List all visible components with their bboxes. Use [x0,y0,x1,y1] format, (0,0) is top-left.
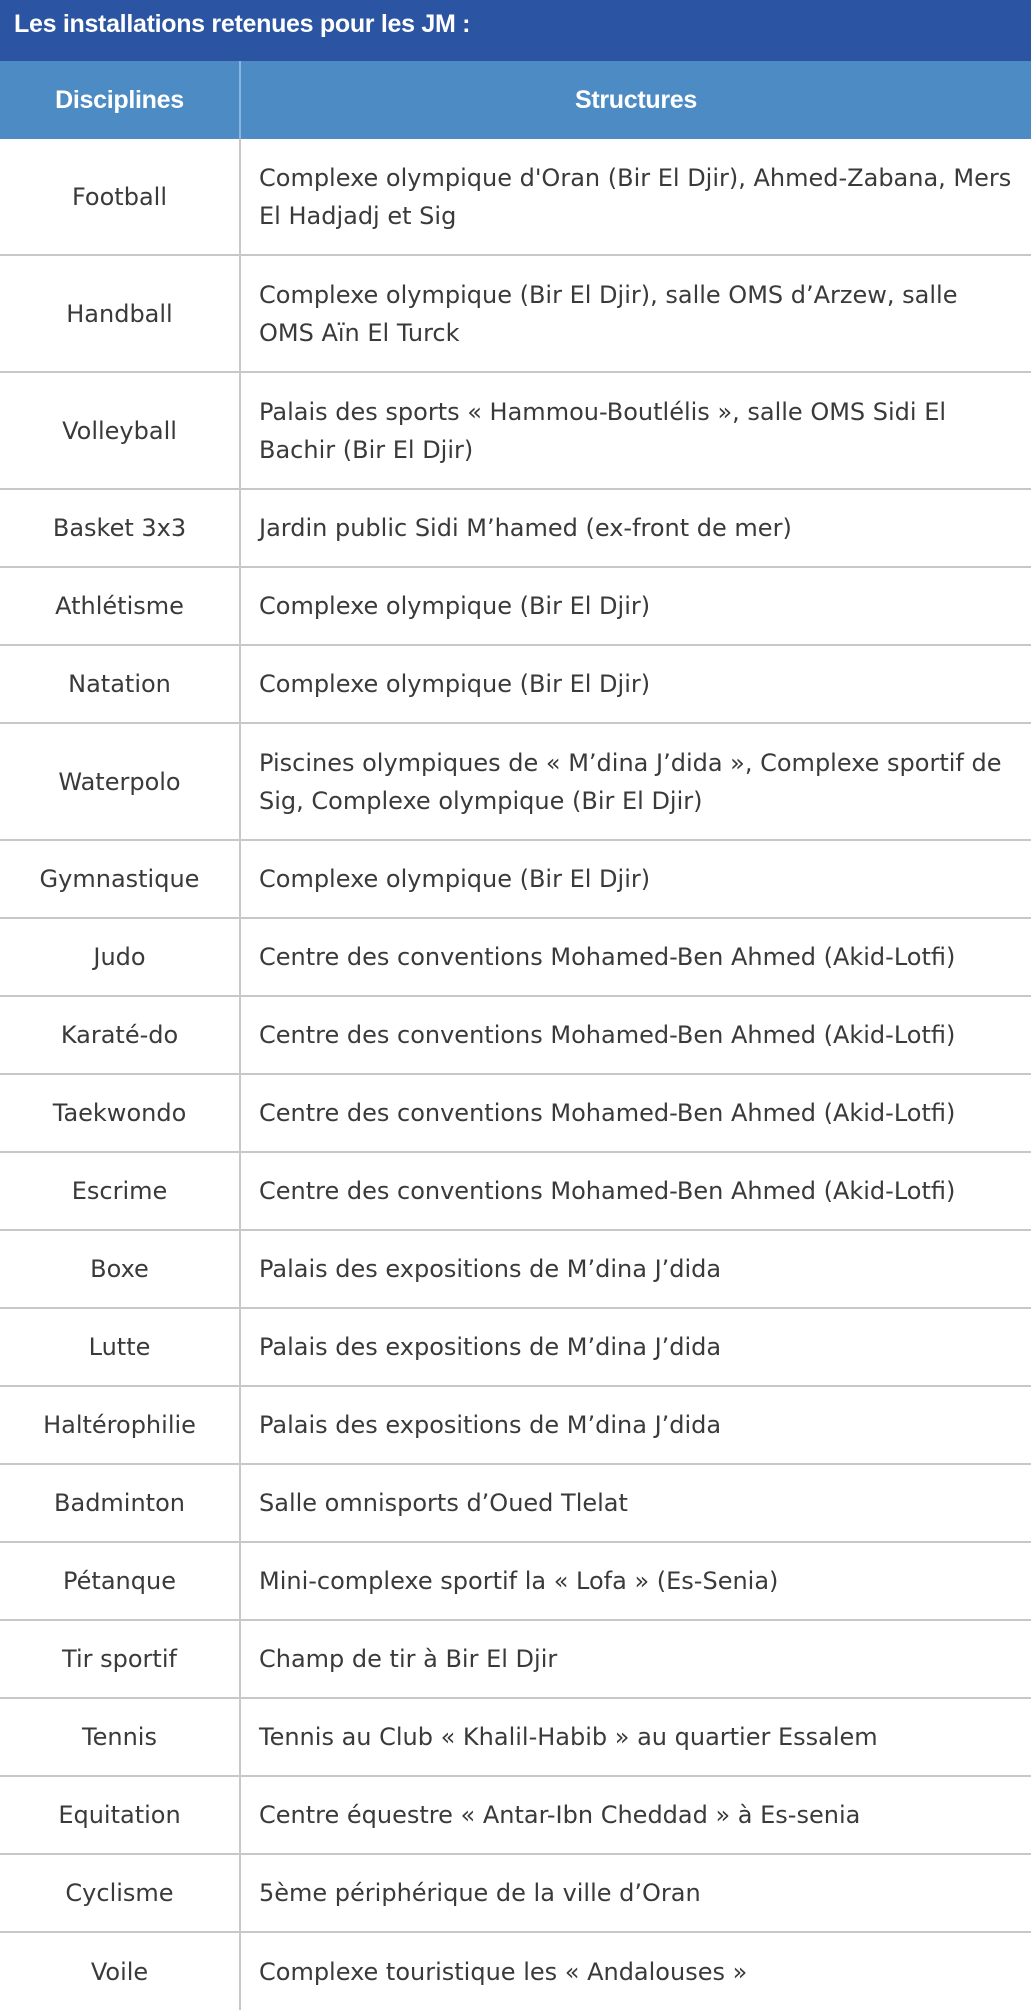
table-row [0,567,1031,645]
table-header-row [0,61,1031,139]
structure-cell: 5ème périphérique de la ville d’Oran [240,1854,1031,1932]
discipline-cell: Judo [0,918,240,996]
discipline-cell: Haltérophilie [0,1386,240,1464]
structure-cell: Complexe olympique (Bir El Djir) [240,645,1031,723]
discipline-cell: Waterpolo [0,723,240,840]
table-row [0,372,1031,489]
discipline-cell: Cyclisme [0,1854,240,1932]
discipline-cell: Lutte [0,1308,240,1386]
structure-cell: Champ de tir à Bir El Djir [240,1620,1031,1698]
structure-cell: Complexe olympique (Bir El Djir) [240,567,1031,645]
table-row [0,1464,1031,1542]
table-row [0,1776,1031,1854]
discipline-cell: Natation [0,645,240,723]
discipline-cell: Tennis [0,1698,240,1776]
discipline-cell: Escrime [0,1152,240,1230]
discipline-cell: Basket 3x3 [0,489,240,567]
table-row [0,1542,1031,1620]
structure-cell: Centre des conventions Mohamed-Ben Ahmed (Akid-Lotfi) [240,1152,1031,1230]
table-row [0,1698,1031,1776]
structure-cell: Palais des expositions de M’dina J’dida [240,1386,1031,1464]
table-row [0,1230,1031,1308]
discipline-cell: Football [0,139,240,255]
table-row [0,489,1031,567]
table-title: Les installations retenues pour les JM : [0,0,1031,61]
structure-cell: Piscines olympiques de « M’dina J’dida », Complexe sportif de Sig, Complexe olympique (Bir El Djir) [240,723,1031,840]
structure-cell: Complexe olympique (Bir El Djir), salle OMS d’Arzew, salle OMS Aïn El Turck [240,255,1031,372]
discipline-cell: Tir sportif [0,1620,240,1698]
table-row [0,1932,1031,2010]
structure-cell: Palais des expositions de M’dina J’dida [240,1308,1031,1386]
table-row [0,645,1031,723]
structure-cell: Salle omnisports d’Oued Tlelat [240,1464,1031,1542]
table-row [0,1386,1031,1464]
discipline-cell: Handball [0,255,240,372]
table-row [0,1854,1031,1932]
structure-cell: Centre des conventions Mohamed-Ben Ahmed (Akid-Lotfi) [240,918,1031,996]
table-row [0,139,1031,255]
table-row [0,840,1031,918]
discipline-cell: Karaté-do [0,996,240,1074]
header-disciplines: Disciplines [0,61,240,139]
structure-cell: Mini-complexe sportif la « Lofa » (Es-Senia) [240,1542,1031,1620]
structure-cell: Palais des sports « Hammou-Boutlélis », salle OMS Sidi El Bachir (Bir El Djir) [240,372,1031,489]
structure-cell: Centre équestre « Antar-Ibn Cheddad » à Es-senia [240,1776,1031,1854]
table-row [0,1152,1031,1230]
structure-cell: Complexe olympique (Bir El Djir) [240,840,1031,918]
structure-cell: Palais des expositions de M’dina J’dida [240,1230,1031,1308]
structure-cell: Jardin public Sidi M’hamed (ex-front de mer) [240,489,1031,567]
structure-cell: Complexe olympique d'Oran (Bir El Djir), Ahmed-Zabana, Mers El Hadjadj et Sig [240,139,1031,255]
structure-cell: Centre des conventions Mohamed-Ben Ahmed (Akid-Lotfi) [240,996,1031,1074]
discipline-cell: Voile [0,1932,240,2010]
discipline-cell: Volleyball [0,372,240,489]
table-row [0,1074,1031,1152]
discipline-cell: Boxe [0,1230,240,1308]
discipline-cell: Gymnastique [0,840,240,918]
discipline-cell: Pétanque [0,1542,240,1620]
discipline-cell: Equitation [0,1776,240,1854]
structure-cell: Centre des conventions Mohamed-Ben Ahmed (Akid-Lotfi) [240,1074,1031,1152]
discipline-cell: Taekwondo [0,1074,240,1152]
discipline-cell: Badminton [0,1464,240,1542]
discipline-cell: Athlétisme [0,567,240,645]
table-row [0,1620,1031,1698]
table-row [0,1308,1031,1386]
table-row [0,996,1031,1074]
structure-cell: Tennis au Club « Khalil-Habib » au quartier Essalem [240,1698,1031,1776]
table-row [0,723,1031,840]
table-row [0,255,1031,372]
structure-cell: Complexe touristique les « Andalouses » [259,1957,748,1986]
header-structures: Structures [240,61,1031,139]
venues-table [0,61,1031,2010]
table-row [0,918,1031,996]
